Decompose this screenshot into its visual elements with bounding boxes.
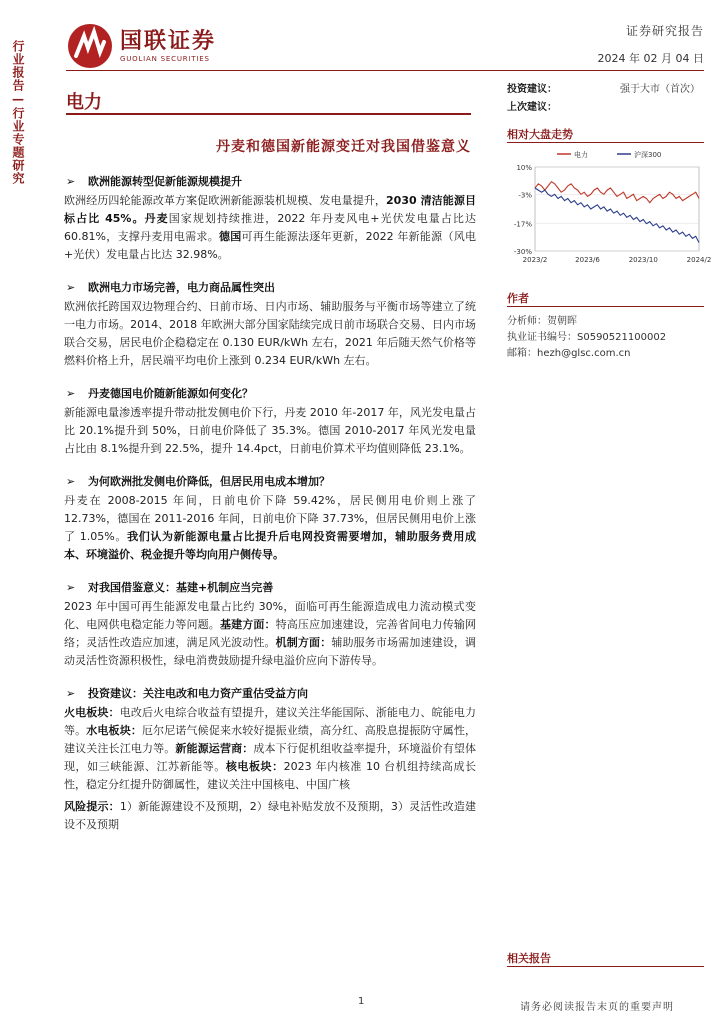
author-section-title: 作者 [507, 292, 529, 305]
section-body [64, 598, 476, 670]
x-tick-label: 2024/2 [686, 256, 712, 264]
section-body [64, 298, 476, 370]
email-line [507, 344, 630, 359]
risk-text: 1）新能源建设不及预期，2）绿电补贴发放不及预期，3）灵活性改造建设不及预期 [64, 800, 476, 831]
section-heading-text: 投资建议：关注电改和电力资产重估受益方向 [88, 687, 308, 700]
body-text: 电改后火电综合收益有望提升，建议关注华能国际、浙能电力、皖能电力等。 [64, 706, 477, 737]
summary-section [64, 384, 476, 458]
body-text: 国家规划持续推进，2022 年丹麦风电+光伏发电量占比达 60.81%，支撑丹麦用电需求。 [64, 212, 476, 243]
bullet-arrow-icon: ➢ [66, 175, 76, 188]
bold-text: 2030 清洁能源目标占比 45%。 [64, 194, 476, 225]
summary-section [64, 684, 476, 794]
body-text: 可再生能源法逐年更新，2022 年新能源（风电+光伏）发电量占比达 32.98%。 [64, 230, 476, 261]
section-heading [64, 472, 476, 492]
risk-warning [64, 798, 476, 834]
bold-text: 火电板块： [64, 706, 120, 719]
bold-text: 丹麦 [144, 212, 169, 225]
x-tick-label: 2023/2 [522, 256, 548, 264]
section-heading [64, 278, 476, 298]
analyst-label: 分析师： [507, 316, 547, 327]
author-divider [507, 306, 704, 307]
section-body [64, 192, 476, 264]
rating-value: 强于大市（首次） [620, 84, 700, 95]
header-divider [66, 70, 704, 71]
related-reports-title: 相关报告 [507, 952, 551, 965]
risk-label: 风险提示： [64, 800, 120, 813]
section-heading [64, 578, 476, 598]
analyst-line [507, 312, 577, 327]
logo-mark-icon [66, 22, 114, 70]
bold-text: 德国 [218, 230, 242, 243]
report-type: 证券研究报告 [625, 24, 704, 38]
related-reports-divider [507, 966, 704, 967]
section-heading-text: 为何欧洲批发侧电价降低，但居民用电成本增加？ [88, 475, 330, 488]
x-tick-label: 2023/6 [575, 256, 600, 264]
bold-text: 新能源运营商： [175, 742, 254, 755]
bold-text: 核电板块： [225, 760, 284, 773]
y-tick-label: -17% [513, 220, 532, 229]
body-text: 2023 年中国可再生能源发电量占比约 30%，面临可再生能源造成电力流动模式变化、电网供电稳定能力等问题。 [64, 600, 476, 631]
previous-rating-label: 上次建议： [507, 102, 557, 113]
logo-name-cn: 国联证券 [120, 29, 217, 54]
page-number: 1 [358, 996, 365, 1007]
analyst-name: 贺朝晖 [547, 316, 577, 327]
legend-label: 沪深300 [634, 151, 662, 159]
section-heading [64, 384, 476, 404]
x-tick-label: 2023/10 [628, 256, 658, 264]
body-text: 新能源电量渗透率提升带动批发侧电价下行，丹麦 2010 年-2017 年，风光发电量占比 20.1%提升到 50%，日前电价降低了 35.3%。德国 2010-2017 年风光发电量占比由 8.1%提升到 22.5%，提升 14.4pct，日前电价算术平均值则降低 23.1%。 [64, 406, 476, 455]
bold-text: 基建方面： [219, 618, 276, 631]
body-text: 丹麦在 2008-2015 年间，日前电价下降 59.42%，居民侧用电价则上涨了 12.73%，德国在 2011-2016 年间，日前电价下降 37.73%，但居民侧用电价上涨了 1.05%。 [64, 494, 476, 543]
summary-section [64, 472, 476, 564]
body-text: 欧洲依托跨国双边物理合约、日前市场、日内市场、辅助服务与平衡市场等建立了统一电力市场。2014、2018 年欧洲大部分国家陆续完成日前市场联合交易、日内市场联合交易，居民电价企稳稳定在 0.130 EUR/kWh 左右，2021 年后随天然气价格等燃料价格上升，居民端平均电价上涨到 0.234 EUR/kWh 左右。 [64, 300, 476, 367]
sector-divider [66, 113, 471, 115]
body-text: 辅助服务市场需加速建设，调动灵活性资源积极性，绿电消费鼓励提升绿电溢价应向下游传导。 [64, 636, 477, 667]
series-line [535, 182, 699, 203]
body-text: 2023 年内核准 10 台机组持续高成长性，稳定分红提升防御属性，建议关注中国核电、中国广核 [64, 760, 477, 791]
section-body [64, 492, 476, 564]
summary-section [64, 578, 476, 670]
author-email[interactable]: hezh@glsc.com.cn [537, 348, 631, 359]
bold-text: 机制方面： [275, 636, 332, 649]
section-heading-text: 对我国借鉴意义：基建+机制应当完善 [88, 581, 274, 594]
side-category-tag: 行业报告—行业专题研究 [11, 40, 25, 185]
section-heading-text: 欧洲能源转型促新能源规模提升 [88, 175, 242, 188]
certificate-line [507, 328, 666, 343]
bullet-arrow-icon: ➢ [66, 581, 76, 594]
disclaimer-note: 请务必阅读报告末页的重要声明 [520, 1002, 674, 1013]
bullet-arrow-icon: ➢ [66, 387, 76, 400]
bold-text: 水电板块： [86, 724, 142, 737]
bullet-arrow-icon: ➢ [66, 281, 76, 294]
section-body [64, 404, 476, 458]
relative-performance-chart [505, 145, 712, 273]
report-title: 丹麦和德国新能源变迁对我国借鉴意义 [216, 139, 471, 155]
section-body [64, 704, 476, 794]
legend-label: 电力 [574, 151, 588, 159]
report-date: 2024 年 02 月 04 日 [597, 52, 704, 65]
body-text: 成本下行促机组收益率提升，环境溢价有望体现，如三峡能源、江苏新能等。 [64, 742, 477, 773]
y-tick-label: -30% [513, 248, 532, 256]
sector-name: 电力 [66, 92, 102, 113]
certificate-label: 执业证书编号： [507, 332, 577, 343]
summary-section [64, 172, 476, 264]
bold-text: 我们认为新能源电量占比提升后电网投资需要增加，辅助服务费用成本、环境溢价、税金提升等均向用户侧传导。 [64, 530, 476, 561]
y-tick-label: 10% [516, 164, 532, 172]
market-chart-divider [507, 142, 704, 143]
market-chart-title: 相对大盘走势 [507, 128, 573, 141]
bullet-arrow-icon: ➢ [66, 475, 76, 488]
rating-label: 投资建议： [507, 84, 557, 95]
y-tick-label: -3% [518, 191, 532, 200]
email-label: 邮箱： [507, 348, 537, 359]
logo-name-en: GUOLIAN SECURITIES [120, 55, 210, 63]
body-text: 厄尔尼诺气候促来水较好提振业绩，高分红、高股息提振防守属性，建议关注长江电力等。 [64, 724, 477, 755]
bullet-arrow-icon: ➢ [66, 687, 76, 700]
chart-frame [535, 167, 699, 251]
summary-section [64, 278, 476, 370]
certificate-number: S0590521100002 [577, 332, 667, 343]
body-text: 欧洲经历四轮能源改革方案促欧洲新能源装机规模、发电量提升， [64, 194, 387, 207]
section-heading [64, 172, 476, 192]
section-heading [64, 684, 476, 704]
body-text: 特高压应加速建设，完善省间电力传输网络；灵活性改造应加速，满足风光波动性。 [64, 618, 477, 649]
company-logo [66, 22, 266, 70]
section-heading-text: 丹麦德国电价随新能源如何变化？ [88, 387, 253, 400]
main-content [64, 172, 476, 834]
section-heading-text: 欧洲电力市场完善，电力商品属性突出 [88, 281, 275, 294]
